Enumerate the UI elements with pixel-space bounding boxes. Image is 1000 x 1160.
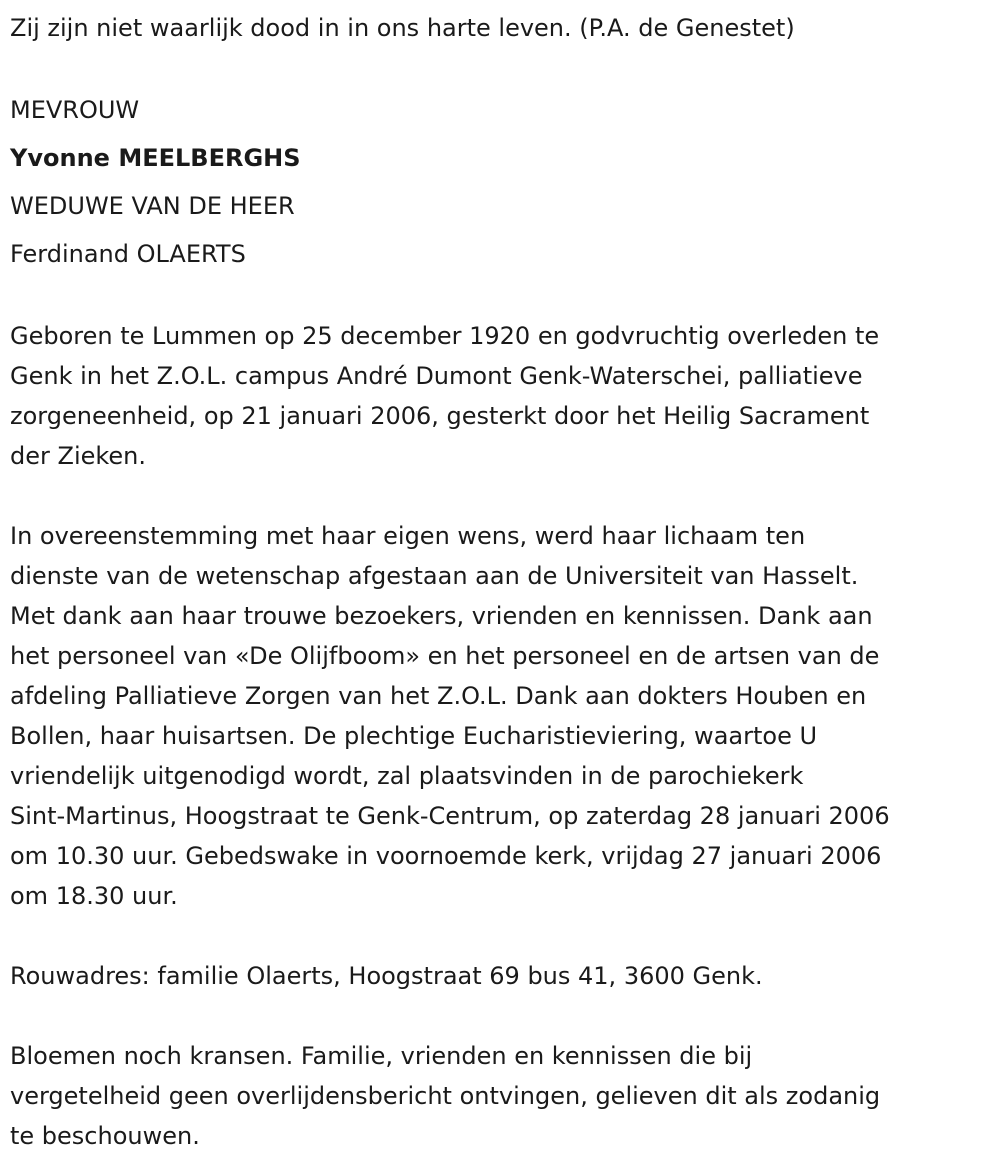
- spouse-name: Ferdinand OLAERTS: [10, 240, 246, 268]
- paragraph-line: afdeling Palliatieve Zorgen van het Z.O.L. Dank aan dokters Houben en: [10, 682, 867, 710]
- paragraph-line: der Zieken.: [10, 442, 147, 470]
- paragraph-line: vergetelheid geen overlijdensbericht ontvingen, gelieven dit als zodanig: [10, 1082, 881, 1110]
- paragraph-line: dienste van de wetenschap afgestaan aan de Universiteit van Hasselt.: [10, 562, 859, 590]
- paragraph-line: vriendelijk uitgenodigd wordt, zal plaatsvinden in de parochiekerk: [10, 762, 804, 790]
- address-paragraph: [10, 956, 990, 996]
- paragraph-line: te beschouwen.: [10, 1122, 200, 1150]
- paragraph-line: zorgeneenheid, op 21 januari 2006, gesterkt door het Heilig Sacrament: [10, 402, 870, 430]
- paragraph-line: Bollen, haar huisartsen. De plechtige Eucharistieviering, waartoe U: [10, 722, 818, 750]
- paragraph-line: Genk in het Z.O.L. campus André Dumont Genk-Waterschei, palliatieve: [10, 362, 863, 390]
- paragraph-line: Met dank aan haar trouwe bezoekers, vrienden en kennissen. Dank aan: [10, 602, 873, 630]
- paragraph-line: om 10.30 uur. Gebedswake in voornoemde kerk, vrijdag 27 januari 2006: [10, 842, 882, 870]
- paragraph-line: om 18.30 uur.: [10, 882, 178, 910]
- honorific-title: MEVROUW: [10, 96, 140, 124]
- memorial-quote: Zij zijn niet waarlijk dood in in ons harte leven. (P.A. de Genestet): [10, 14, 795, 42]
- paragraph-line: Bloemen noch kransen. Familie, vrienden en kennissen die bij: [10, 1042, 753, 1070]
- paragraph-line: Geboren te Lummen op 25 december 1920 en godvruchtig overleden te: [10, 322, 880, 350]
- deceased-header: [10, 86, 990, 278]
- paragraph-line: het personeel van «De Olijfboom» en het personeel en de artsen van de: [10, 642, 880, 670]
- paragraph-line: Sint-Martinus, Hoogstraat te Genk-Centrum, op zaterdag 28 januari 2006: [10, 802, 890, 830]
- relation-line: WEDUWE VAN DE HEER: [10, 192, 295, 220]
- paragraph-line: In overeenstemming met haar eigen wens, werd haar lichaam ten: [10, 522, 806, 550]
- main-paragraph: [10, 516, 990, 916]
- birth-death-paragraph: [10, 316, 990, 476]
- closing-paragraph: [10, 1036, 990, 1156]
- mourning-address: Rouwadres: familie Olaerts, Hoogstraat 69 bus 41, 3600 Genk.: [10, 962, 763, 990]
- deceased-name: Yvonne MEELBERGHS: [10, 144, 301, 172]
